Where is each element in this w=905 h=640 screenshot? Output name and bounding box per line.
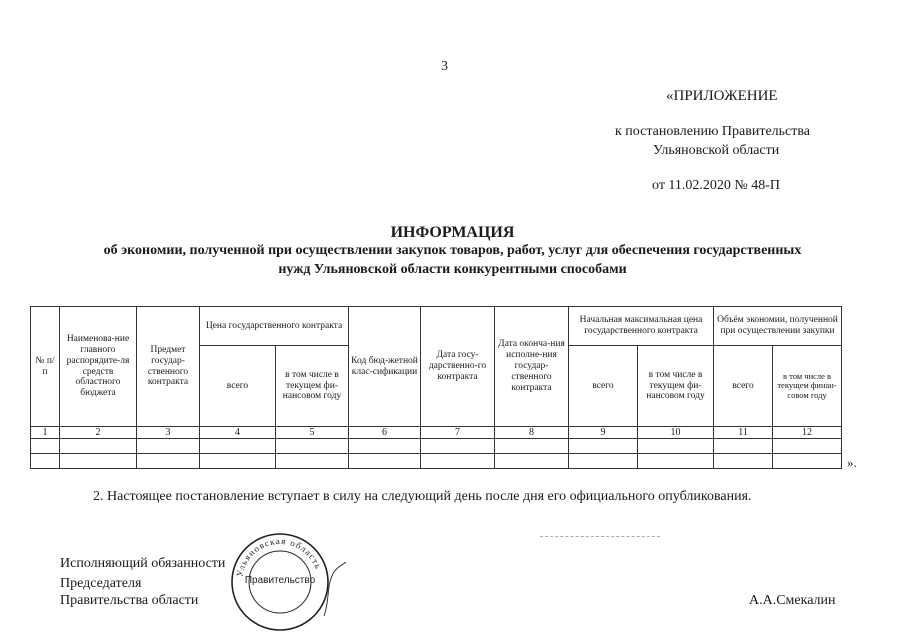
seal-icon: [228, 531, 332, 633]
signatory-title-line-2: Председателя: [60, 576, 142, 591]
handwritten-signature-icon: [320, 560, 350, 620]
header-max-price-group: Начальная максимальная цена государственного контракта: [569, 307, 714, 346]
header-economy-total: всего: [714, 346, 773, 427]
column-number: 7: [421, 427, 495, 439]
decree-paragraph: 2. Настоящее постановление вступает в силу на следующий день после дня его официального опубликования.: [93, 489, 752, 504]
header-date: Дата госу-дарственно-го контракта: [421, 307, 495, 427]
document-heading: ИНФОРМАЦИЯ: [390, 224, 515, 241]
column-number: 6: [349, 427, 421, 439]
document-subheading-line-2: нужд Ульяновской области конкурентными способами: [278, 262, 627, 277]
column-number: 3: [137, 427, 200, 439]
column-number: 9: [569, 427, 638, 439]
column-number: 5: [276, 427, 349, 439]
column-number: 1: [31, 427, 60, 439]
header-economy-year: в том числе в текущем финан-совом году: [773, 346, 842, 427]
table-header-row: [31, 307, 842, 346]
signatory-title-line-1: Исполняющий обязанности: [60, 556, 226, 571]
header-subject: Предмет государ-ственного контракта: [137, 307, 200, 427]
column-number: 8: [495, 427, 569, 439]
header-price-group: Цена государственного контракта: [200, 307, 349, 346]
seal-center-text: Правительство: [244, 575, 316, 586]
table-row: [31, 454, 842, 469]
header-num: № п/п: [31, 307, 60, 427]
header-economy-group: Объём экономии, полученной при осуществлении закупки: [714, 307, 842, 346]
table-row: [31, 439, 842, 454]
signatory-title-line-3: Правительства области: [60, 593, 199, 608]
header-code: Код бюд-жетной клас-сификации: [349, 307, 421, 427]
header-max-year: в том числе в текущем фи-нансовом году: [638, 346, 714, 427]
page-number: 3: [441, 59, 448, 74]
column-number-row: [31, 427, 842, 439]
column-number: 4: [200, 427, 276, 439]
header-price-year: в том числе в текущем фи-нансовом году: [276, 346, 349, 427]
seal-ring-text: Ульяновская область: [234, 535, 324, 578]
closing-quote: ».: [847, 455, 857, 470]
header-admin: Наименова-ние главного распорядите-ля средств областного бюджета: [60, 307, 137, 427]
document-subheading-line-1: об экономии, полученной при осуществлении закупок товаров, работ, услуг для обеспечения государственных: [103, 243, 802, 258]
appendix-line-1: к постановлению Правительства: [615, 124, 811, 139]
column-number: 11: [714, 427, 773, 439]
header-max-total: всего: [569, 346, 638, 427]
appendix-title: «ПРИЛОЖЕНИЕ: [666, 88, 778, 104]
signer-name: А.А.Смекалин: [749, 593, 836, 608]
savings-table: [30, 306, 842, 469]
svg-text:Ульяновская область: [234, 536, 323, 578]
official-seal: [228, 531, 332, 633]
column-number: 12: [773, 427, 842, 439]
appendix-line-2: Ульяновской области: [653, 143, 780, 158]
appendix-date: от 11.02.2020 № 48-П: [652, 178, 781, 193]
column-number: 2: [60, 427, 137, 439]
header-price-total: всего: [200, 346, 276, 427]
header-end-date: Дата оконча-ния исполне-ния государ-ственного контракта: [495, 307, 569, 427]
column-number: 10: [638, 427, 714, 439]
scan-artifact-line: [540, 536, 660, 537]
